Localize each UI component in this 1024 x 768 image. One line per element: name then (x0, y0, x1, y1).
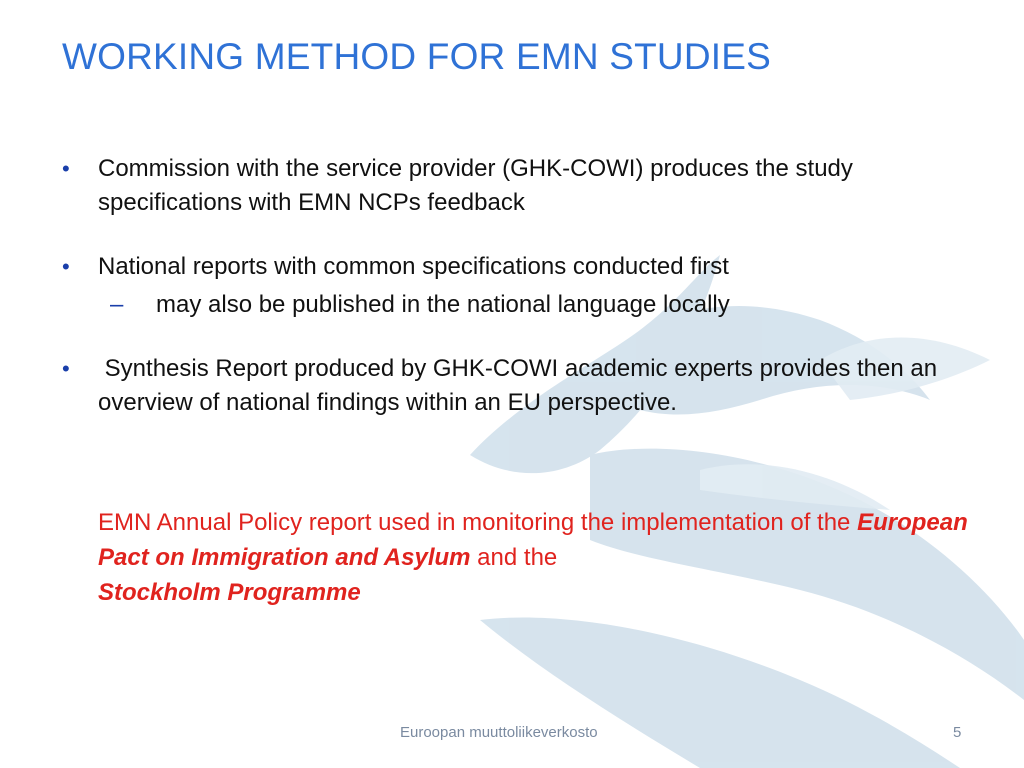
note-text: EMN Annual Policy report used in monitoring the implementation of the (98, 509, 858, 536)
bullet-text: Commission with the service provider (GHK-COWI) produces the study specifications with EMN NCPs feedback (98, 155, 853, 216)
bullet-list (62, 152, 962, 420)
list-item (62, 352, 962, 420)
page-number: 5 (953, 724, 962, 741)
note-emphasis-stockholm: Stockholm Programme (98, 579, 361, 606)
note-text-2: and the (470, 544, 558, 571)
policy-note (98, 505, 968, 610)
bullet-icon: • (62, 254, 70, 279)
bullet-text: National reports with common specifications conducted first (98, 253, 729, 280)
bullet-icon: • (62, 356, 70, 381)
slide-title: WORKING METHOD FOR EMN STUDIES (62, 36, 771, 77)
list-item (62, 250, 962, 322)
sub-list-item (110, 288, 962, 322)
bullet-icon: • (62, 156, 70, 181)
bird-tail (480, 618, 960, 768)
sub-bullet-text: may also be published in the national language locally (156, 291, 730, 318)
footer-text: Euroopan muuttoliikeverkosto (400, 724, 598, 741)
dash-icon: – (110, 291, 124, 318)
note-emphasis-pact: European Pact on Immigration and Asylum (98, 509, 968, 571)
bullet-text: Synthesis Report produced by GHK-COWI academic experts provides then an overview of national findings within an EU perspective. (98, 355, 944, 416)
list-item (62, 152, 962, 220)
